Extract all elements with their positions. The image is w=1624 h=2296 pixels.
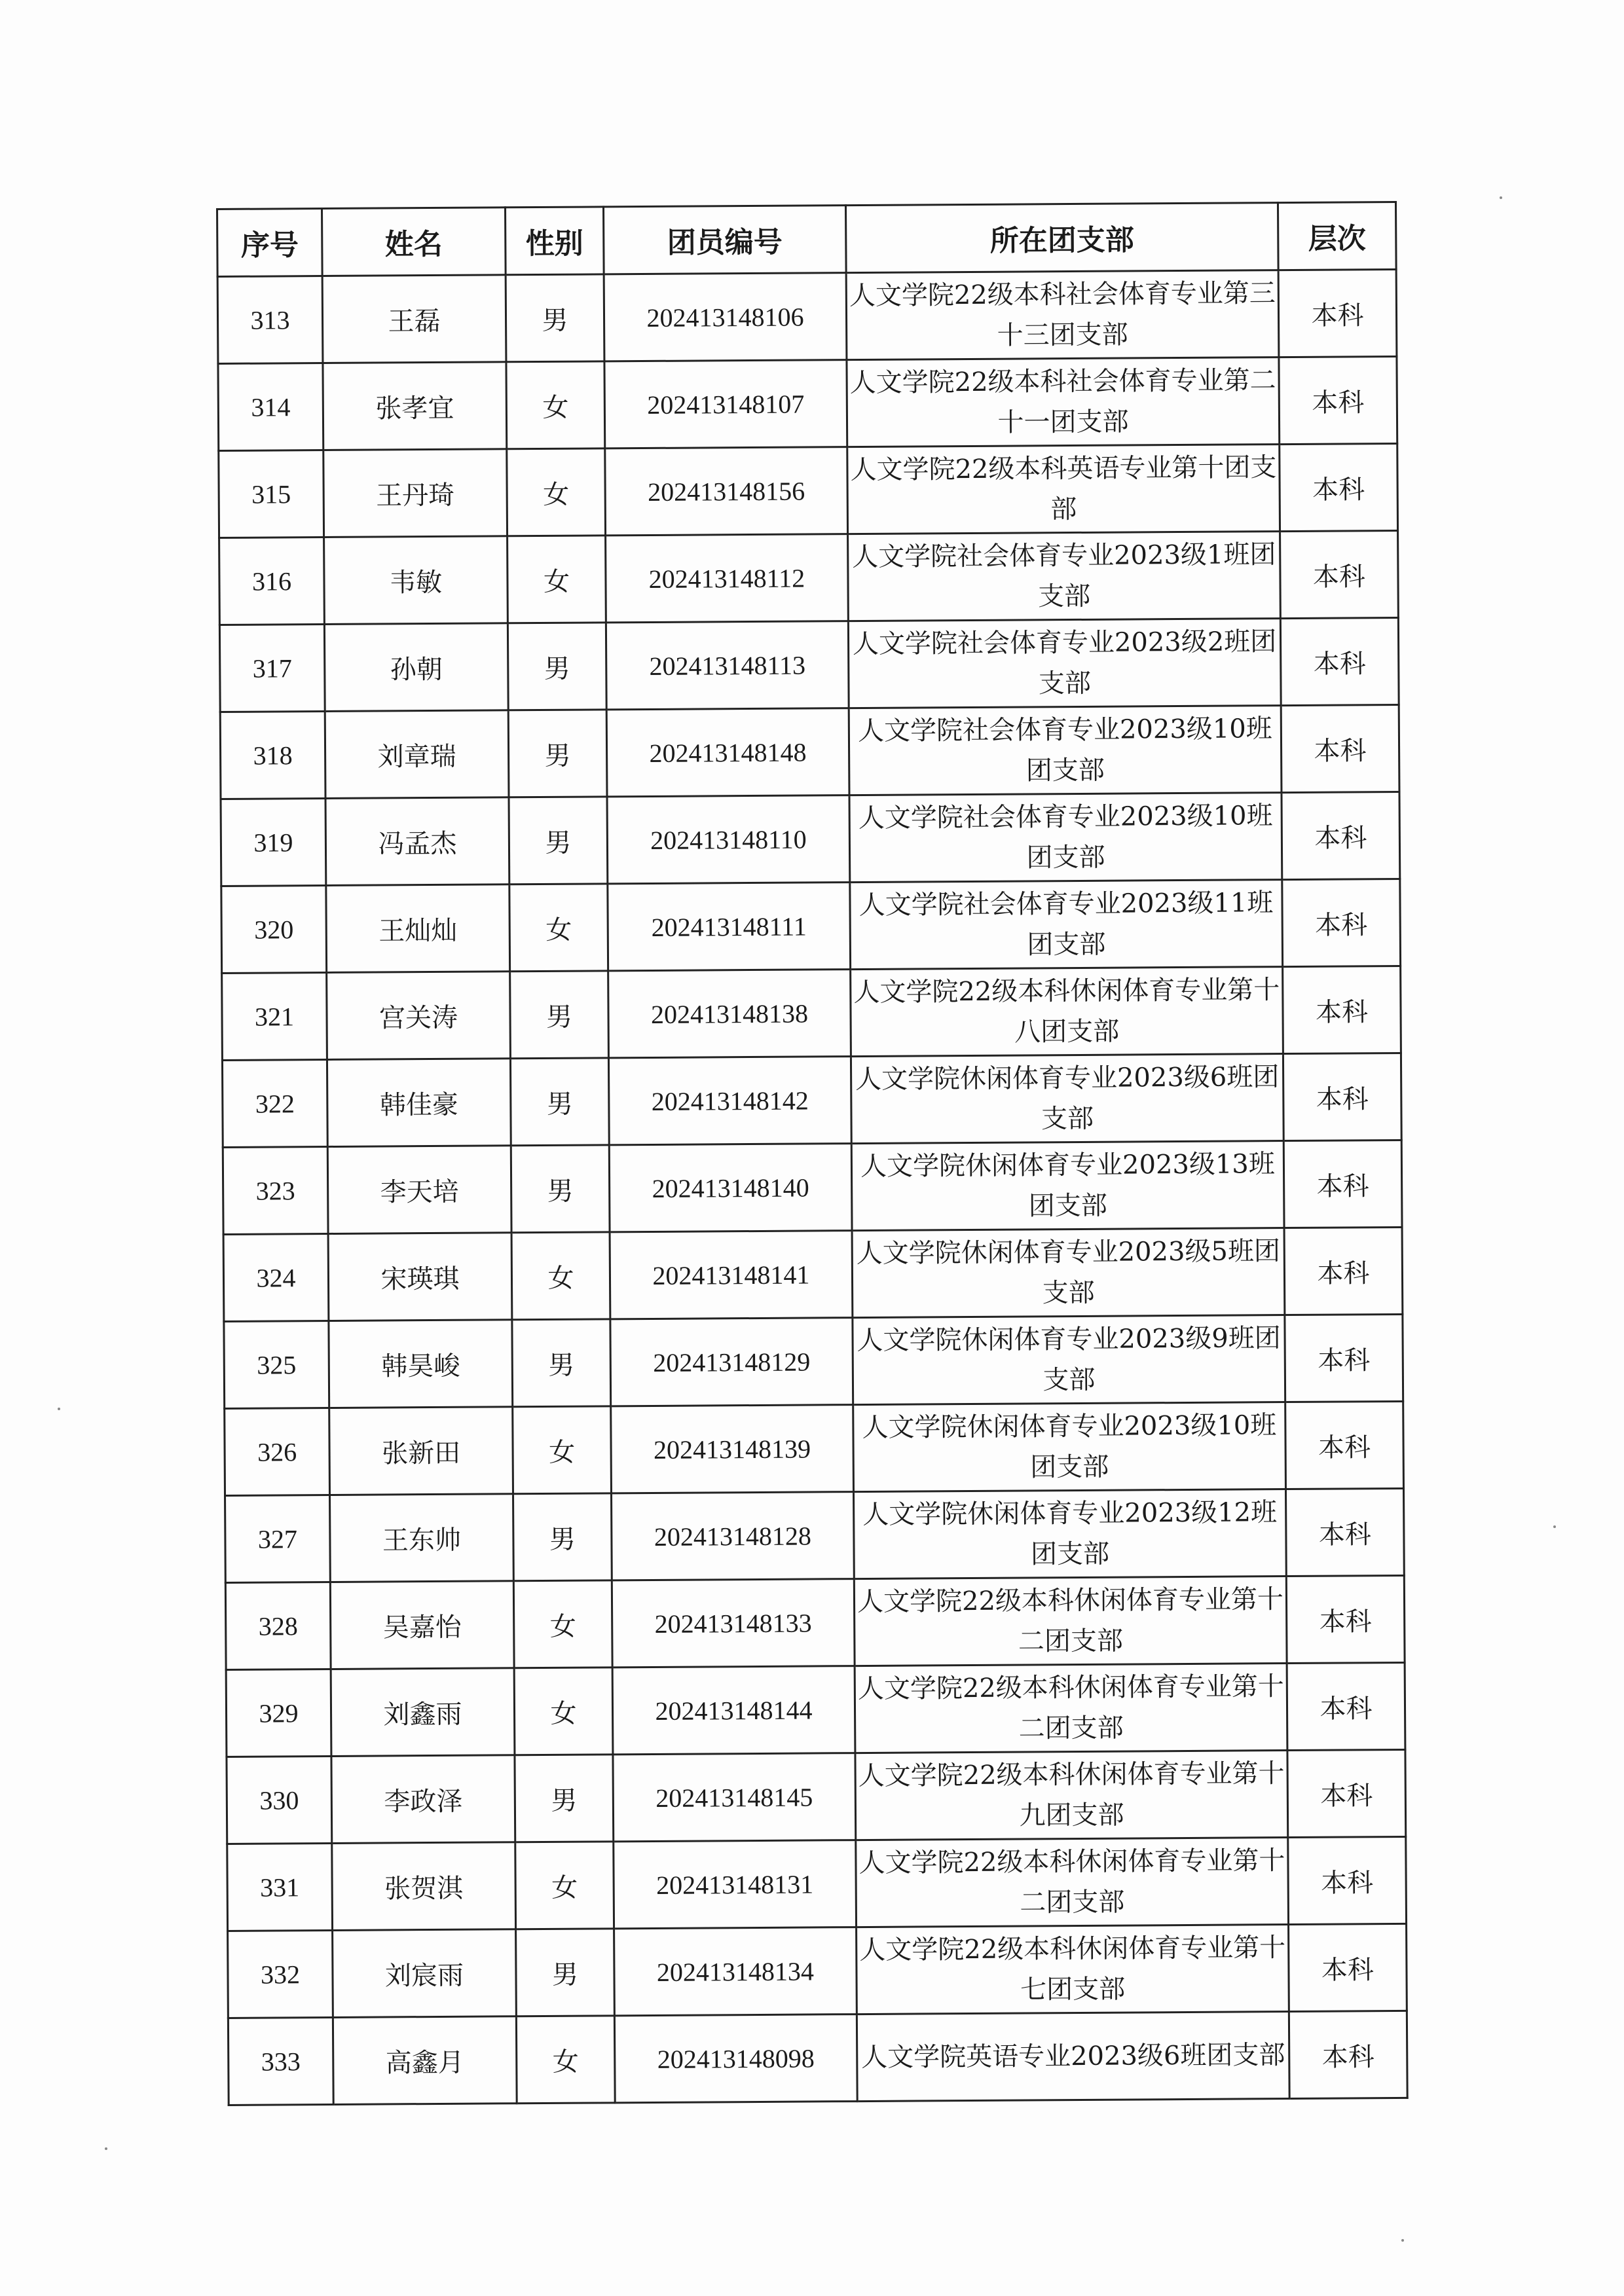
table-row bbox=[228, 1923, 1407, 2018]
cell-level: 本科 bbox=[1285, 1401, 1404, 1489]
cell-level: 本科 bbox=[1281, 704, 1399, 792]
table-row bbox=[224, 1314, 1403, 1408]
cell-branch: 人文学院英语专业2023级6班团支部 bbox=[857, 2012, 1289, 2102]
table-row bbox=[227, 1749, 1406, 1844]
cell-member-id: 202413148098 bbox=[614, 2014, 857, 2103]
cell-index: 320 bbox=[221, 885, 327, 973]
cell-branch: 人文学院22级本科社会体育专业第三十三团支部 bbox=[846, 270, 1279, 360]
cell-index: 321 bbox=[222, 972, 327, 1060]
scan-speck bbox=[105, 2147, 107, 2150]
cell-branch: 人文学院社会体育专业2023级2班团支部 bbox=[848, 619, 1281, 708]
cell-index: 329 bbox=[226, 1669, 331, 1757]
cell-member-id: 202413148133 bbox=[612, 1579, 855, 1667]
cell-index: 330 bbox=[227, 1756, 332, 1844]
cell-name: 刘宸雨 bbox=[333, 1929, 517, 2018]
cell-member-id: 202413148145 bbox=[613, 1753, 856, 1842]
cell-gender: 女 bbox=[507, 448, 606, 536]
cell-branch: 人文学院休闲体育专业2023级6班团支部 bbox=[851, 1054, 1283, 1144]
cell-index: 315 bbox=[219, 450, 324, 538]
scan-speck bbox=[58, 1408, 60, 1410]
cell-branch: 人文学院22级本科休闲体育专业第十七团支部 bbox=[857, 1925, 1289, 2014]
cell-member-id: 202413148141 bbox=[610, 1231, 853, 1319]
cell-gender: 男 bbox=[510, 971, 609, 1059]
cell-gender: 男 bbox=[508, 710, 607, 797]
cell-name: 王丹琦 bbox=[323, 449, 507, 538]
table-row bbox=[221, 792, 1400, 886]
scan-speck bbox=[1553, 1525, 1556, 1528]
cell-index: 323 bbox=[223, 1146, 328, 1234]
cell-name: 高鑫月 bbox=[333, 2016, 517, 2105]
cell-gender: 女 bbox=[513, 1406, 612, 1494]
cell-gender: 女 bbox=[509, 884, 608, 972]
table-row bbox=[225, 1488, 1405, 1582]
cell-branch: 人文学院22级本科休闲体育专业第十八团支部 bbox=[851, 967, 1283, 1057]
table-header-row bbox=[217, 202, 1397, 276]
cell-gender: 男 bbox=[510, 1058, 609, 1146]
cell-branch: 人文学院22级本科休闲体育专业第十九团支部 bbox=[855, 1751, 1288, 1840]
cell-level: 本科 bbox=[1287, 1749, 1406, 1837]
cell-level: 本科 bbox=[1284, 1227, 1403, 1315]
cell-index: 316 bbox=[219, 538, 325, 625]
cell-gender: 男 bbox=[516, 1929, 615, 2016]
table-row bbox=[220, 704, 1399, 799]
cell-member-id: 202413148156 bbox=[605, 447, 848, 536]
header-gender: 性别 bbox=[506, 207, 604, 275]
cell-gender: 男 bbox=[515, 1755, 614, 1842]
cell-member-id: 202413148112 bbox=[606, 534, 849, 623]
cell-member-id: 202413148110 bbox=[607, 795, 850, 884]
table-row bbox=[218, 356, 1397, 450]
cell-index: 328 bbox=[225, 1582, 331, 1669]
header-index: 序号 bbox=[217, 209, 323, 277]
cell-name: 韦敏 bbox=[324, 536, 508, 625]
cell-index: 322 bbox=[222, 1059, 327, 1147]
cell-member-id: 202413148111 bbox=[608, 883, 851, 971]
cell-level: 本科 bbox=[1280, 443, 1398, 531]
cell-name: 张贺淇 bbox=[332, 1842, 516, 1931]
scan-speck bbox=[1401, 2239, 1404, 2242]
cell-name: 刘章瑞 bbox=[325, 710, 509, 799]
cell-gender: 男 bbox=[509, 797, 608, 884]
cell-gender: 男 bbox=[507, 623, 606, 710]
header-member-id: 团员编号 bbox=[603, 206, 846, 274]
table-row bbox=[222, 1053, 1401, 1147]
member-roster-table bbox=[216, 201, 1409, 2106]
header-level: 层次 bbox=[1278, 202, 1396, 270]
cell-index: 326 bbox=[225, 1408, 330, 1495]
cell-branch: 人文学院休闲体育专业2023级12班团支部 bbox=[853, 1489, 1286, 1579]
cell-name: 王磊 bbox=[322, 275, 506, 363]
table-row bbox=[222, 966, 1401, 1060]
table-row bbox=[223, 1227, 1403, 1321]
header-name: 姓名 bbox=[322, 208, 506, 276]
cell-name: 韩佳豪 bbox=[327, 1059, 511, 1147]
cell-name: 王东帅 bbox=[330, 1494, 514, 1582]
cell-member-id: 202413148142 bbox=[608, 1057, 851, 1145]
cell-level: 本科 bbox=[1289, 1923, 1407, 2011]
cell-branch: 人文学院休闲体育专业2023级13班团支部 bbox=[851, 1141, 1284, 1231]
cell-member-id: 202413148128 bbox=[612, 1492, 855, 1580]
table-row bbox=[223, 1140, 1402, 1234]
cell-gender: 男 bbox=[512, 1319, 611, 1407]
cell-name: 吴嘉怡 bbox=[330, 1581, 514, 1669]
cell-member-id: 202413148134 bbox=[614, 1927, 857, 2016]
cell-name: 张孝宜 bbox=[323, 362, 507, 450]
cell-member-id: 202413148148 bbox=[606, 708, 849, 797]
cell-gender: 男 bbox=[506, 274, 604, 362]
cell-level: 本科 bbox=[1283, 1140, 1402, 1228]
scan-speck bbox=[1500, 196, 1502, 199]
cell-branch: 人文学院22级本科社会体育专业第二十一团支部 bbox=[847, 357, 1280, 447]
cell-branch: 人文学院社会体育专业2023级10班团支部 bbox=[849, 793, 1282, 883]
cell-member-id: 202413148106 bbox=[604, 273, 847, 361]
cell-gender: 女 bbox=[515, 1842, 614, 1929]
cell-name: 刘鑫雨 bbox=[331, 1668, 515, 1757]
cell-level: 本科 bbox=[1279, 356, 1397, 444]
cell-index: 314 bbox=[218, 363, 323, 451]
cell-gender: 男 bbox=[511, 1145, 610, 1233]
table-row bbox=[217, 269, 1397, 363]
cell-member-id: 202413148138 bbox=[608, 970, 851, 1058]
table-row bbox=[228, 2011, 1407, 2105]
cell-index: 324 bbox=[223, 1233, 329, 1321]
cell-branch: 人文学院22级本科英语专业第十团支部 bbox=[847, 445, 1280, 534]
table-row bbox=[219, 530, 1399, 625]
cell-gender: 女 bbox=[514, 1667, 613, 1755]
cell-gender: 女 bbox=[507, 536, 606, 623]
cell-member-id: 202413148144 bbox=[612, 1666, 855, 1755]
table-row bbox=[219, 443, 1398, 538]
cell-level: 本科 bbox=[1289, 2011, 1407, 2098]
cell-branch: 人文学院休闲体育专业2023级5班团支部 bbox=[852, 1228, 1285, 1318]
cell-level: 本科 bbox=[1282, 879, 1401, 966]
cell-branch: 人文学院休闲体育专业2023级10班团支部 bbox=[853, 1402, 1286, 1492]
cell-level: 本科 bbox=[1285, 1488, 1404, 1576]
cell-level: 本科 bbox=[1283, 966, 1401, 1053]
cell-level: 本科 bbox=[1280, 530, 1399, 618]
cell-branch: 人文学院22级本科休闲体育专业第十二团支部 bbox=[854, 1576, 1287, 1666]
table-body bbox=[217, 269, 1407, 2105]
cell-gender: 女 bbox=[513, 1580, 612, 1668]
cell-name: 冯孟杰 bbox=[325, 797, 509, 886]
table-row bbox=[225, 1401, 1404, 1495]
cell-level: 本科 bbox=[1282, 792, 1400, 879]
table-row bbox=[225, 1575, 1405, 1669]
cell-member-id: 202413148139 bbox=[611, 1405, 854, 1493]
cell-gender: 女 bbox=[511, 1232, 610, 1320]
cell-name: 韩昊峻 bbox=[329, 1320, 513, 1408]
cell-member-id: 202413148140 bbox=[609, 1144, 852, 1232]
cell-gender: 男 bbox=[513, 1493, 612, 1581]
cell-index: 327 bbox=[225, 1495, 331, 1582]
cell-member-id: 202413148129 bbox=[610, 1318, 853, 1406]
cell-name: 宋瑛琪 bbox=[328, 1233, 512, 1321]
header-branch: 所在团支部 bbox=[845, 203, 1278, 273]
cell-branch: 人文学院22级本科休闲体育专业第十二团支部 bbox=[855, 1664, 1287, 1753]
cell-name: 李政泽 bbox=[331, 1755, 515, 1844]
cell-member-id: 202413148113 bbox=[606, 621, 849, 710]
cell-name: 王灿灿 bbox=[326, 884, 510, 973]
cell-level: 本科 bbox=[1288, 1836, 1407, 1924]
cell-level: 本科 bbox=[1283, 1053, 1401, 1140]
cell-index: 332 bbox=[228, 1930, 333, 2018]
cell-index: 331 bbox=[227, 1843, 333, 1931]
cell-index: 319 bbox=[221, 798, 326, 886]
cell-branch: 人文学院社会体育专业2023级11班团支部 bbox=[850, 880, 1283, 970]
cell-member-id: 202413148131 bbox=[614, 1840, 857, 1929]
table-row bbox=[219, 617, 1399, 712]
cell-level: 本科 bbox=[1287, 1662, 1405, 1750]
cell-branch: 人文学院社会体育专业2023级10班团支部 bbox=[849, 706, 1282, 795]
cell-name: 孙朝 bbox=[324, 623, 508, 712]
table-row bbox=[221, 879, 1401, 973]
cell-index: 317 bbox=[219, 625, 325, 712]
cell-branch: 人文学院社会体育专业2023级1班团支部 bbox=[848, 532, 1281, 621]
cell-level: 本科 bbox=[1278, 269, 1397, 357]
cell-level: 本科 bbox=[1280, 617, 1399, 705]
cell-index: 318 bbox=[220, 711, 325, 799]
table-row bbox=[227, 1836, 1407, 1931]
table-row bbox=[226, 1662, 1405, 1757]
cell-name: 李天培 bbox=[327, 1146, 511, 1234]
cell-level: 本科 bbox=[1285, 1314, 1403, 1402]
cell-branch: 人文学院22级本科休闲体育专业第十二团支部 bbox=[856, 1838, 1289, 1927]
cell-index: 313 bbox=[217, 276, 323, 364]
cell-branch: 人文学院休闲体育专业2023级9班团支部 bbox=[853, 1315, 1285, 1405]
cell-index: 325 bbox=[224, 1321, 329, 1408]
cell-index: 333 bbox=[228, 2017, 333, 2105]
cell-name: 宫关涛 bbox=[327, 972, 511, 1060]
cell-gender: 女 bbox=[506, 361, 605, 449]
cell-gender: 女 bbox=[516, 2016, 615, 2104]
cell-name: 张新田 bbox=[329, 1407, 513, 1495]
cell-member-id: 202413148107 bbox=[604, 360, 847, 448]
cell-level: 本科 bbox=[1286, 1575, 1405, 1663]
